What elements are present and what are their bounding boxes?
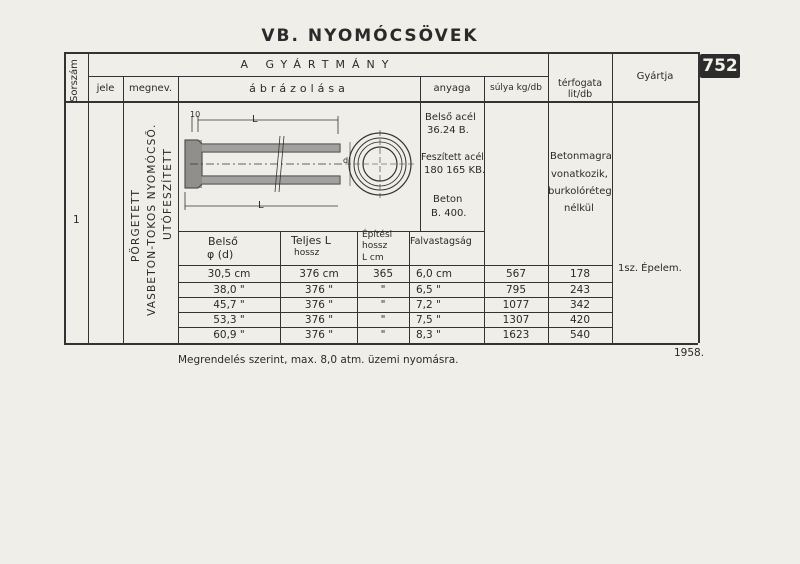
- col-divider-jele: [123, 76, 124, 343]
- dim-label-l-bottom: L: [258, 200, 264, 211]
- header-bottom-border: [64, 101, 698, 103]
- header-terfogata: térfogata lit/db: [557, 78, 603, 100]
- subtable-header-bottom: [178, 265, 612, 266]
- header-divider: [88, 76, 548, 77]
- subtable-col-teljes: [280, 231, 281, 343]
- subtable-rowline-1: [178, 282, 612, 283]
- cell-teljes: 376 ": [304, 329, 334, 341]
- cell-belso: 38,0 ": [213, 284, 245, 296]
- dim-label-d: d: [343, 156, 349, 165]
- terfogata-note-2: vonatkozik,: [551, 169, 608, 180]
- cell-belso: 30,5 cm: [207, 268, 251, 280]
- anyaga-line-6: B. 400.: [431, 208, 467, 219]
- header-jele: jele: [96, 83, 115, 94]
- manufacturer: 1sz. Épelem.: [618, 263, 682, 274]
- terfogata-note-1: Betonmagra: [550, 151, 612, 162]
- row-sorszam: 1: [73, 214, 80, 226]
- subtable-rowline-2: [178, 297, 612, 298]
- pipe-drawing: [180, 104, 420, 226]
- col-divider-sulya: [548, 52, 549, 343]
- cell-epitesi: ": [380, 299, 386, 311]
- subtable-col-falvastagsag: [409, 231, 410, 343]
- col-divider-anyaga: [484, 76, 485, 343]
- subhdr-teljes-1: Teljes L: [291, 234, 331, 247]
- anyaga-line-4: 180 165 KB.: [424, 165, 486, 176]
- header-anyaga: anyaga: [433, 83, 471, 94]
- cell-teljes: 376 ": [304, 314, 334, 326]
- table-border-right: [698, 52, 700, 343]
- megnevezes-line-3: UTÓFESZÍTETT: [162, 147, 174, 240]
- cell-epitesi: ": [380, 314, 386, 326]
- terfogata-note-4: nélkül: [564, 203, 594, 214]
- subtable-rowline-4: [178, 327, 612, 328]
- subhdr-teljes-2: hossz: [294, 248, 320, 258]
- header-gyartja: Gyártja: [636, 71, 674, 82]
- anyaga-line-2: 36.24 B.: [427, 125, 469, 136]
- cell-suly: 795: [505, 284, 527, 296]
- page-title: VB. NYOMÓCSÖVEK: [261, 26, 479, 46]
- subhdr-falvastagsag: Falvastagság: [410, 236, 472, 247]
- cell-suly: 1077: [502, 299, 530, 311]
- header-gyartmany: A GYÁRTMÁNY: [240, 58, 396, 71]
- col-divider-megnev: [178, 76, 179, 343]
- cell-terfogat: 178: [569, 268, 591, 280]
- publication-year: 1958.: [674, 347, 705, 359]
- cell-teljes: 376 ": [304, 299, 334, 311]
- cell-falvastagsag: 7,5 ": [416, 314, 441, 326]
- col-divider-terfogata: [612, 52, 613, 343]
- subhdr-epitesi-3: L cm: [362, 253, 384, 263]
- cell-terfogat: 420: [569, 314, 591, 326]
- megnevezes-line-2: VASBETON-TOKOS NYOMÓCSŐ.: [146, 123, 158, 316]
- cell-teljes: 376 cm: [299, 268, 339, 280]
- cell-epitesi: ": [380, 284, 386, 296]
- subtable-rowline-3: [178, 312, 612, 313]
- dim-label-10: 10: [190, 110, 201, 119]
- cell-terfogat: 540: [569, 329, 591, 341]
- cell-teljes: 376 ": [304, 284, 334, 296]
- cell-suly: 1307: [502, 314, 530, 326]
- cell-suly: 567: [505, 268, 527, 280]
- col-divider-sorszam: [88, 52, 89, 343]
- cell-falvastagsag: 6,0 cm: [416, 268, 453, 280]
- subhdr-epitesi-1: Építési: [362, 230, 393, 240]
- anyaga-line-3: Feszített acél: [421, 152, 484, 163]
- subtable-top: [178, 231, 484, 232]
- cell-falvastagsag: 7,2 ": [416, 299, 441, 311]
- cell-falvastagsag: 8,3 ": [416, 329, 441, 341]
- header-megnev: megnev.: [128, 83, 173, 94]
- table-border-top: [64, 52, 698, 54]
- page-number-badge: 752: [700, 54, 740, 78]
- cell-epitesi: ": [380, 329, 386, 341]
- cell-terfogat: 342: [569, 299, 591, 311]
- footer-note: Megrendelés szerint, max. 8,0 atm. üzemi nyomásra.: [178, 354, 459, 366]
- cell-belso: 60,9 ": [213, 329, 245, 341]
- cell-epitesi: 365: [372, 268, 394, 280]
- header-abrazolasa: ábrázolása: [249, 82, 349, 95]
- cell-belso: 53,3 ": [213, 314, 245, 326]
- table-border-left: [64, 52, 66, 343]
- header-sorszam: Sorszám: [69, 59, 80, 102]
- anyaga-line-5: Beton: [433, 194, 463, 205]
- megnevezes-line-1: PÖRGETETT: [130, 188, 142, 262]
- terfogata-note-3: burkolóréteg: [548, 186, 612, 197]
- subhdr-epitesi-2: hossz: [362, 241, 388, 251]
- anyaga-line-1: Belső acél: [425, 112, 476, 123]
- subtable-col-epitesi: [357, 231, 358, 343]
- cell-belso: 45,7 ": [213, 299, 245, 311]
- subhdr-belso-2: φ (d): [207, 248, 234, 261]
- cell-falvastagsag: 6,5 ": [416, 284, 441, 296]
- header-sulya: súlya kg/db: [490, 83, 542, 93]
- dim-label-l-top: L: [252, 114, 258, 125]
- subhdr-belso-1: Belső: [208, 235, 238, 248]
- table-border-bottom: [64, 343, 698, 345]
- cell-terfogat: 243: [569, 284, 591, 296]
- cell-suly: 1623: [502, 329, 530, 341]
